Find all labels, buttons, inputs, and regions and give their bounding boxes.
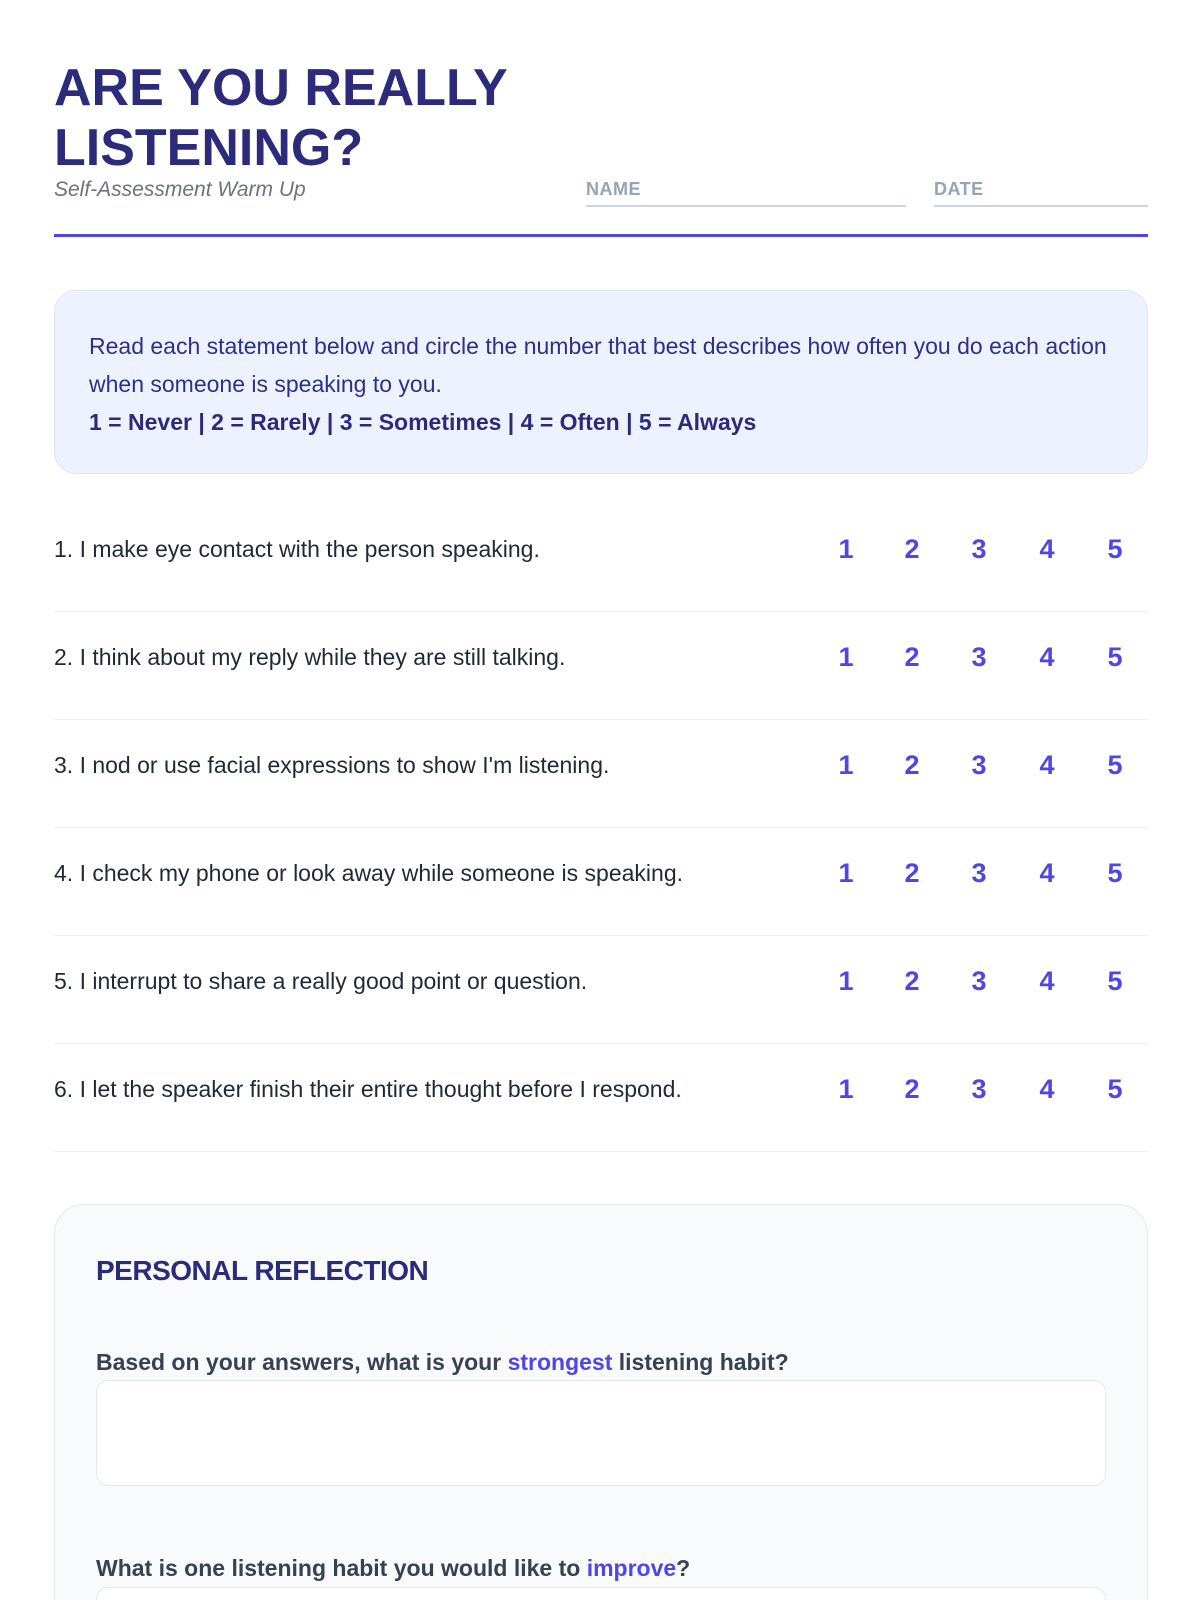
statement-text: 6. I let the speaker finish their entire thought before I respond. (54, 1076, 682, 1102)
question-highlight: strongest (507, 1349, 613, 1375)
rating-option-5[interactable]: 5 (1107, 858, 1123, 888)
rating-scale-legend: 1 = Never | 2 = Rarely | 3 = Sometimes | 4 = Often | 5 = Always (89, 409, 757, 435)
name-field[interactable] (586, 179, 906, 207)
statement-list (54, 504, 1148, 1152)
date-label: DATE (934, 179, 984, 199)
statement-row (54, 828, 1148, 936)
rating-option-5[interactable]: 5 (1107, 534, 1123, 564)
statement-row (54, 612, 1148, 720)
rating-option-4[interactable]: 4 (1039, 1074, 1055, 1104)
rating-option-1[interactable]: 1 (838, 966, 854, 996)
statement-row (54, 504, 1148, 612)
question-text: ? (676, 1555, 691, 1581)
question-highlight: improve (586, 1555, 677, 1581)
page-title: ARE YOU REALLY LISTENING? (54, 59, 507, 177)
personal-reflection-section (54, 1204, 1148, 1600)
rating-option-2[interactable]: 2 (904, 750, 920, 780)
statement-row (54, 1044, 1148, 1152)
rating-option-1[interactable]: 1 (838, 642, 854, 672)
rating-option-4[interactable]: 4 (1039, 966, 1055, 996)
rating-option-5[interactable]: 5 (1107, 1074, 1123, 1104)
statement-text: 2. I think about my reply while they are still talking. (54, 644, 566, 670)
rating-option-2[interactable]: 2 (904, 966, 920, 996)
rating-option-3[interactable]: 3 (971, 750, 987, 780)
rating-option-3[interactable]: 3 (971, 642, 987, 672)
rating-option-1[interactable]: 1 (838, 750, 854, 780)
statement-text: 1. I make eye contact with the person speaking. (54, 536, 540, 562)
worksheet-header (54, 58, 1148, 238)
header-divider (54, 234, 1148, 237)
statement-text: 3. I nod or use facial expressions to show I'm listening. (54, 752, 610, 778)
rating-option-5[interactable]: 5 (1107, 750, 1123, 780)
question-text: Based on your answers, what is your (96, 1349, 508, 1375)
rating-option-1[interactable]: 1 (838, 858, 854, 888)
rating-option-2[interactable]: 2 (904, 1074, 920, 1104)
question-text: What is one listening habit you would like to (96, 1555, 587, 1581)
rating-option-4[interactable]: 4 (1039, 534, 1055, 564)
instructions-text: Read each statement below and circle the number that best describes how often you do each action when someone is speaking to you. (89, 333, 1107, 397)
reflection-question-2 (96, 1555, 690, 1582)
page-subtitle: Self-Assessment Warm Up (54, 178, 306, 201)
rating-option-2[interactable]: 2 (904, 858, 920, 888)
reflection-question-1 (96, 1349, 789, 1376)
statement-row (54, 936, 1148, 1044)
statement-text: 4. I check my phone or look away while someone is speaking. (54, 860, 683, 886)
rating-option-4[interactable]: 4 (1039, 858, 1055, 888)
date-field[interactable] (934, 179, 1148, 207)
reflection-title: PERSONAL REFLECTION (96, 1255, 429, 1286)
name-label: NAME (586, 179, 641, 199)
reflection-answer-box-1[interactable] (96, 1380, 1106, 1486)
rating-option-2[interactable]: 2 (904, 642, 920, 672)
rating-option-3[interactable]: 3 (971, 966, 987, 996)
reflection-answer-box-2[interactable] (96, 1587, 1106, 1600)
question-text: listening habit? (612, 1349, 789, 1375)
rating-option-1[interactable]: 1 (838, 1074, 854, 1104)
rating-option-1[interactable]: 1 (838, 534, 854, 564)
statement-text: 5. I interrupt to share a really good point or question. (54, 968, 588, 994)
rating-option-4[interactable]: 4 (1039, 642, 1055, 672)
statement-row (54, 720, 1148, 828)
rating-option-4[interactable]: 4 (1039, 750, 1055, 780)
rating-option-3[interactable]: 3 (971, 534, 987, 564)
rating-option-3[interactable]: 3 (971, 1074, 987, 1104)
rating-option-5[interactable]: 5 (1107, 642, 1123, 672)
rating-option-5[interactable]: 5 (1107, 966, 1123, 996)
rating-option-3[interactable]: 3 (971, 858, 987, 888)
instructions-box (54, 290, 1148, 474)
rating-option-2[interactable]: 2 (904, 534, 920, 564)
